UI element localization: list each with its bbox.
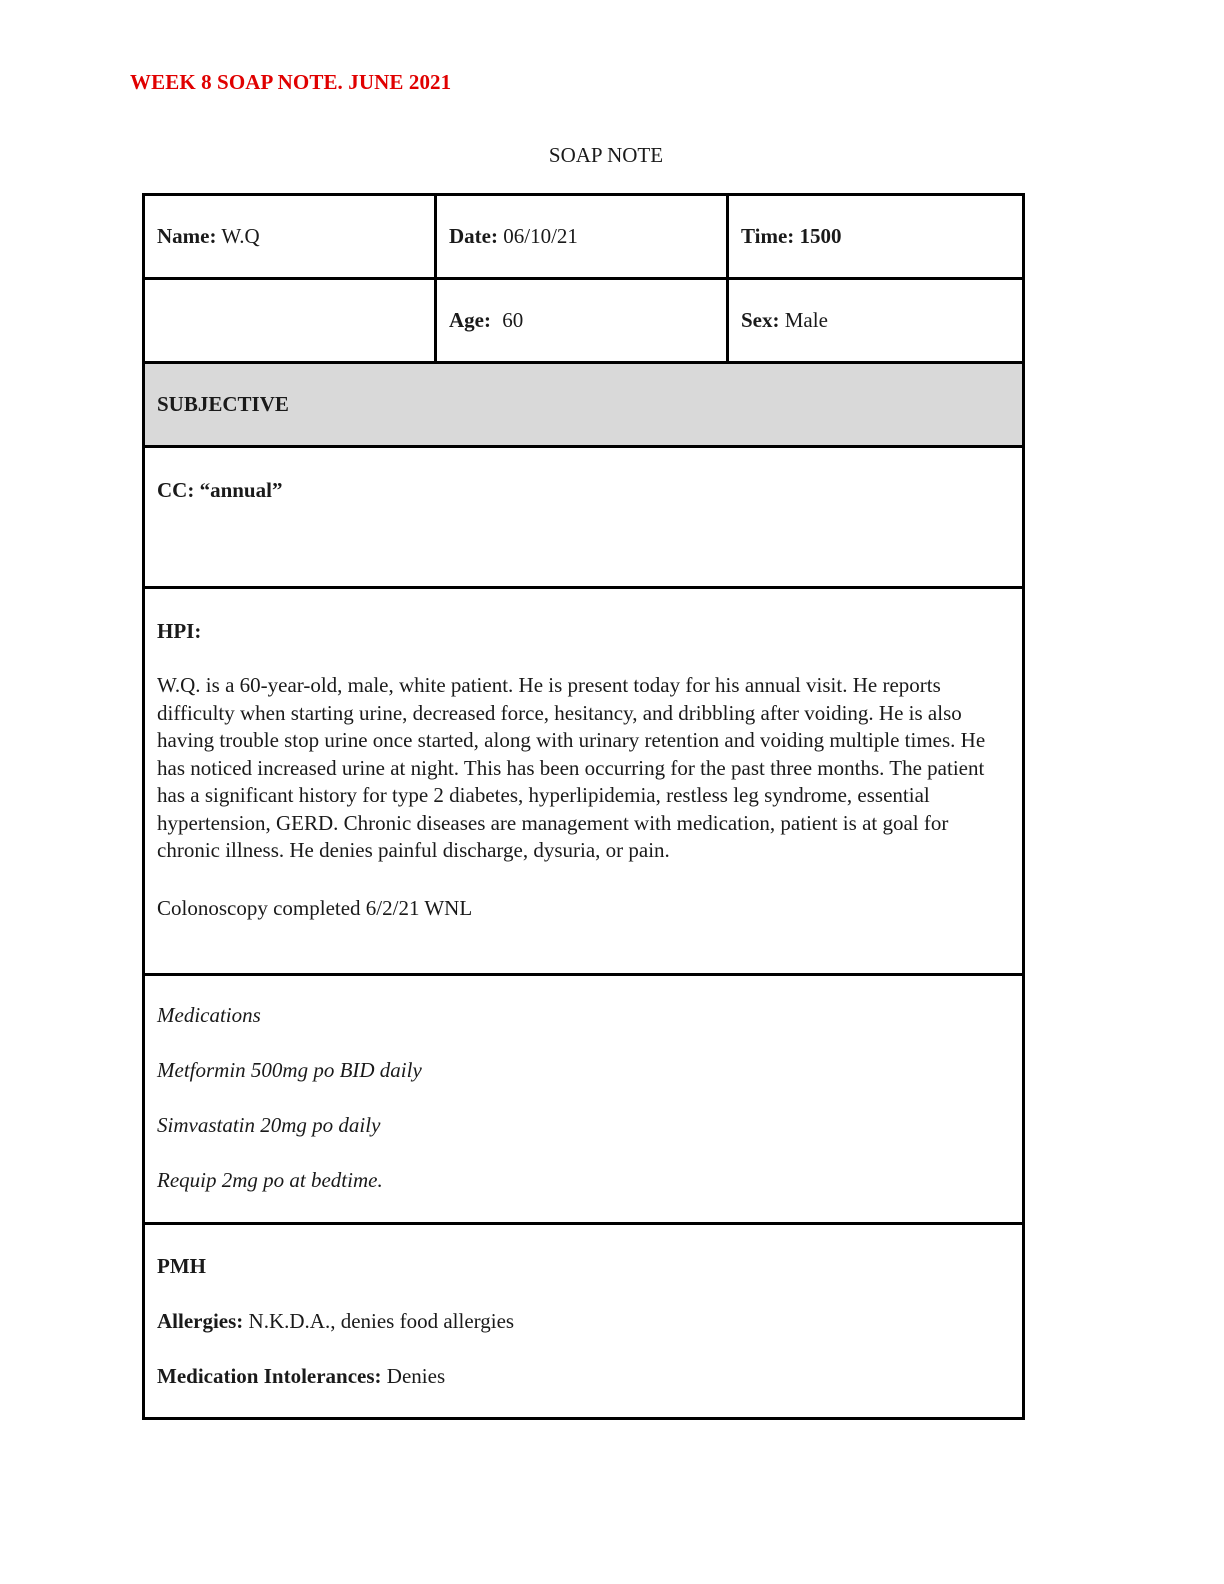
hpi-label: HPI: bbox=[157, 619, 202, 643]
cc-cell bbox=[144, 447, 1024, 588]
intolerances-line bbox=[157, 1363, 1010, 1390]
medications-cell bbox=[144, 975, 1024, 1224]
empty-cell bbox=[144, 279, 436, 363]
colonoscopy-note: Colonoscopy completed 6/2/21 WNL bbox=[157, 895, 473, 920]
document-header: WEEK 8 SOAP NOTE. JUNE 2021 bbox=[130, 70, 452, 94]
age-value: 60 bbox=[502, 308, 524, 332]
name-cell bbox=[144, 195, 436, 279]
allergies-line bbox=[157, 1308, 1010, 1335]
allergies-value: N.K.D.A., denies food allergies bbox=[248, 1309, 515, 1333]
time-cell bbox=[728, 195, 1024, 279]
medication-item: Requip 2mg po at bedtime. bbox=[157, 1168, 383, 1192]
subjective-heading-cell bbox=[144, 363, 1024, 447]
patient-info-row bbox=[144, 195, 1024, 279]
soap-note-table bbox=[142, 193, 1025, 1420]
name-label: Name: bbox=[157, 224, 217, 248]
intolerances-label: Medication Intolerances: bbox=[157, 1364, 382, 1388]
sex-value: Male bbox=[784, 308, 828, 332]
patient-demographics-row bbox=[144, 279, 1024, 363]
intolerances-value: Denies bbox=[386, 1364, 446, 1388]
allergies-label: Allergies: bbox=[157, 1309, 244, 1333]
date-label: Date: bbox=[449, 224, 498, 248]
hpi-paragraph: W.Q. is a 60-year-old, male, white patient. He is present today for his annual visit. He reports difficulty when starting urine, decreased force, hesitancy, and dribbling after voiding. He is also having trouble stop urine once started, along with urinary retention and voiding multiple times. He has noticed increased urine at night. This has been occurring for the past three months. The patient has a significant history for type 2 diabetes, hyperlipidemia, restless leg syndrome, essential hypertension, GERD. Chronic diseases are management with medication, patient is at goal for chronic illness. He denies painful discharge, dysuria, or pain. bbox=[157, 673, 986, 862]
medications-heading: Medications bbox=[157, 1003, 261, 1027]
page-title: SOAP NOTE bbox=[548, 143, 664, 167]
hpi-row bbox=[144, 588, 1024, 975]
medication-item: Metformin 500mg po BID daily bbox=[157, 1058, 422, 1082]
hpi-cell bbox=[144, 588, 1024, 975]
sex-label: Sex: bbox=[741, 308, 780, 332]
pmh-cell bbox=[144, 1224, 1024, 1419]
chief-complaint: CC: “annual” bbox=[157, 478, 283, 502]
time-value: 1500 bbox=[799, 224, 842, 248]
cc-row bbox=[144, 447, 1024, 588]
pmh-row bbox=[144, 1224, 1024, 1419]
date-value: 06/10/21 bbox=[503, 224, 578, 248]
name-value: W.Q bbox=[221, 224, 260, 248]
subjective-heading: SUBJECTIVE bbox=[157, 392, 289, 416]
medications-row bbox=[144, 975, 1024, 1224]
medication-item: Simvastatin 20mg po daily bbox=[157, 1113, 381, 1137]
sex-cell bbox=[728, 279, 1024, 363]
age-label: Age: bbox=[449, 308, 491, 332]
subjective-row bbox=[144, 363, 1024, 447]
date-cell bbox=[436, 195, 728, 279]
pmh-heading: PMH bbox=[157, 1254, 206, 1278]
age-cell bbox=[436, 279, 728, 363]
time-label: Time: bbox=[741, 224, 795, 248]
